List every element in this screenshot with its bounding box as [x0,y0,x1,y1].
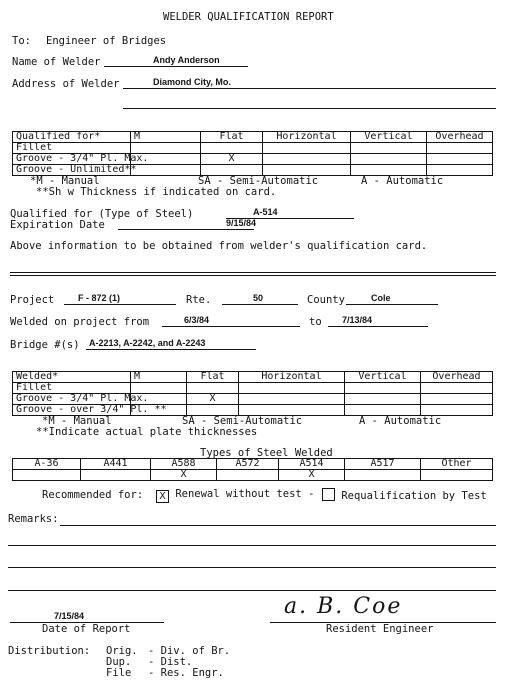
table-cell[interactable] [427,165,493,176]
steel-mark-cell[interactable] [421,470,493,481]
steel-mark-cell[interactable]: X [151,470,217,481]
distribution-to-file: - Res. Engr. [148,667,224,679]
legend-semi-automatic: SA - Semi-Automatic [198,175,319,187]
welder-address-label: Address of Welder [12,78,120,90]
row-label: Groove - Unlimited** [13,165,131,176]
flat-mark-cell[interactable] [187,405,239,416]
col-header-horizontal: Horizontal [239,372,345,383]
table-cell[interactable] [427,154,493,165]
welded-dates-label: Welded on project from [10,316,150,328]
steel-types-header-row [13,459,493,470]
section-separator [10,272,496,276]
table-cell[interactable] [263,143,351,154]
table-cell[interactable] [131,143,201,154]
col-header-m: M [131,372,187,383]
remarks-line-4[interactable] [8,590,496,591]
distribution-copy-file: File [106,667,132,679]
to-value: Engineer of Bridges [46,35,167,47]
distribution-to-orig: - Div. of Br. [148,645,231,657]
bridge-numbers-value[interactable]: A-2213, A-2242, and A-2243 [89,338,206,348]
project-underline [64,304,176,305]
welder-name-value[interactable]: Andy Anderson [153,55,220,65]
steel-type-other: Other [421,459,493,470]
report-date-value[interactable]: 7/15/84 [54,611,85,621]
legend-manual: *M - Manual [42,415,112,427]
steel-type-a588: A588 [151,459,217,470]
requalification-checkbox[interactable] [322,488,335,501]
steel-type-a514: A514 [279,459,345,470]
col-header-flat: Flat [187,372,239,383]
distribution-copy-orig: Orig. [106,645,138,657]
steel-types-mark-row [13,470,493,481]
steel-types-table [12,458,493,481]
thickness-note: **Sh w Thickness if indicated on card. [36,186,277,198]
col-header-qualified: Qualified for* [13,132,131,143]
recommended-label: Recommended for: [42,489,144,501]
from-underline [162,326,300,327]
steel-mark-cell[interactable]: X [279,470,345,481]
table-cell[interactable] [421,383,493,394]
table-row [13,165,493,176]
col-header-m: M [131,132,201,143]
remarks-line-3[interactable] [8,567,496,568]
table-cell[interactable] [239,383,345,394]
steel-type-value[interactable]: A-514 [253,207,278,217]
resident-engineer-label: Resident Engineer [326,623,434,635]
renewal-label: Renewal without test - [175,488,315,500]
steel-type-a517: A517 [345,459,421,470]
table-cell[interactable] [345,405,421,416]
welder-address-value[interactable]: Diamond City, Mo. [153,77,231,87]
county-underline [346,304,438,305]
route-value[interactable]: 50 [253,293,264,303]
row-label: Groove - 3/4" Pl. Max. [13,154,131,165]
table-row [13,405,493,416]
col-header-flat: Flat [201,132,263,143]
legend-semi-automatic: SA - Semi-Automatic [182,415,303,427]
welded-from-value[interactable]: 6/3/84 [184,315,210,325]
row-label: Fillet [13,143,131,154]
route-label: Rte. [186,294,212,306]
to-label: To: [12,35,31,47]
county-label: County [307,294,345,306]
steel-type-a572: A572 [217,459,279,470]
report-date-label: Date of Report [42,623,131,635]
requalification-option[interactable] [322,488,487,502]
requalification-label: Requalification by Test [341,490,487,502]
welded-to-value[interactable]: 7/13/84 [342,315,373,325]
county-value[interactable]: Cole [371,293,391,303]
table-cell[interactable] [131,383,187,394]
table-cell[interactable] [239,405,345,416]
to-date-label: to [309,316,322,328]
table-cell[interactable] [351,143,427,154]
welder-name-label: Name of Welder [12,56,101,68]
steel-mark-cell[interactable] [217,470,279,481]
table-row [13,154,493,165]
project-label: Project [10,294,55,306]
distribution-to-dup: - Dist. [148,656,193,668]
expiration-underline [118,229,254,230]
to-underline [328,326,428,327]
flat-mark-cell[interactable] [187,383,239,394]
remarks-line-2[interactable] [8,545,496,546]
table-row [13,143,493,154]
col-header-horizontal: Horizontal [263,132,351,143]
table-row [13,383,493,394]
renewal-checkbox[interactable]: X [156,490,169,503]
steel-mark-cell[interactable] [345,470,421,481]
route-underline [222,304,298,305]
expiration-value[interactable]: 9/15/84 [226,218,257,228]
remarks-line-1[interactable] [60,525,496,526]
table-header-row [13,372,493,383]
welder-name-underline [104,66,248,67]
table-cell[interactable] [345,394,421,405]
legend-automatic: A - Automatic [361,175,444,187]
table-cell[interactable] [427,143,493,154]
table-row [13,394,493,405]
distribution-label: Distribution: [8,645,91,657]
col-header-welded: Welded* [13,372,131,383]
table-cell[interactable] [263,165,351,176]
flat-mark-cell[interactable] [201,143,263,154]
table-cell[interactable] [421,394,493,405]
legend-automatic: A - Automatic [359,415,442,427]
expiration-label: Expiration Date [10,219,105,231]
flat-mark-cell[interactable]: X [187,394,239,405]
bridge-underline [86,349,256,350]
steel-mark-cell[interactable] [81,470,151,481]
row-label: Groove - 3/4" Pl. Max. [13,394,131,405]
table-cell[interactable] [351,154,427,165]
row-label: Groove - over 3/4" Pl. ** [13,405,131,416]
col-header-overhead: Overhead [427,132,493,143]
row-label: Fillet [13,383,131,394]
table-cell[interactable] [345,383,421,394]
remarks-label: Remarks: [8,513,59,525]
legend-manual: *M - Manual [30,175,100,187]
qualification-card-table [12,131,493,176]
address-underline-2 [123,108,496,109]
col-header-overhead: Overhead [421,372,493,383]
table-cell[interactable] [239,394,345,405]
project-value[interactable]: F - 872 (1) [78,293,121,303]
steel-type-a441: A441 [81,459,151,470]
engineer-signature: a. B. Coe [284,594,403,619]
renewal-option[interactable] [156,488,314,503]
steel-types-title: Types of Steel Welded [200,447,333,459]
report-title: WELDER QUALIFICATION REPORT [163,11,334,23]
steel-type-label: Qualified for (Type of Steel) [10,208,194,220]
flat-mark-cell[interactable] [201,165,263,176]
bridge-label: Bridge #(s) [10,339,80,351]
col-header-vertical: Vertical [351,132,427,143]
table-header-row [13,132,493,143]
distribution-copy-dup: Dup. [106,656,132,668]
table-cell[interactable] [131,165,201,176]
steel-mark-cell[interactable] [13,470,81,481]
welded-positions-table [12,371,493,416]
flat-mark-cell[interactable]: X [201,154,263,165]
plate-thickness-note: **Indicate actual plate thicknesses [36,426,258,438]
address-underline-1 [123,88,496,89]
table-cell[interactable] [421,405,493,416]
steel-type-a36: A-36 [13,459,81,470]
table-cell[interactable] [263,154,351,165]
source-note: Above information to be obtained from welder's qualification card. [10,240,428,252]
table-cell[interactable] [351,165,427,176]
col-header-vertical: Vertical [345,372,421,383]
